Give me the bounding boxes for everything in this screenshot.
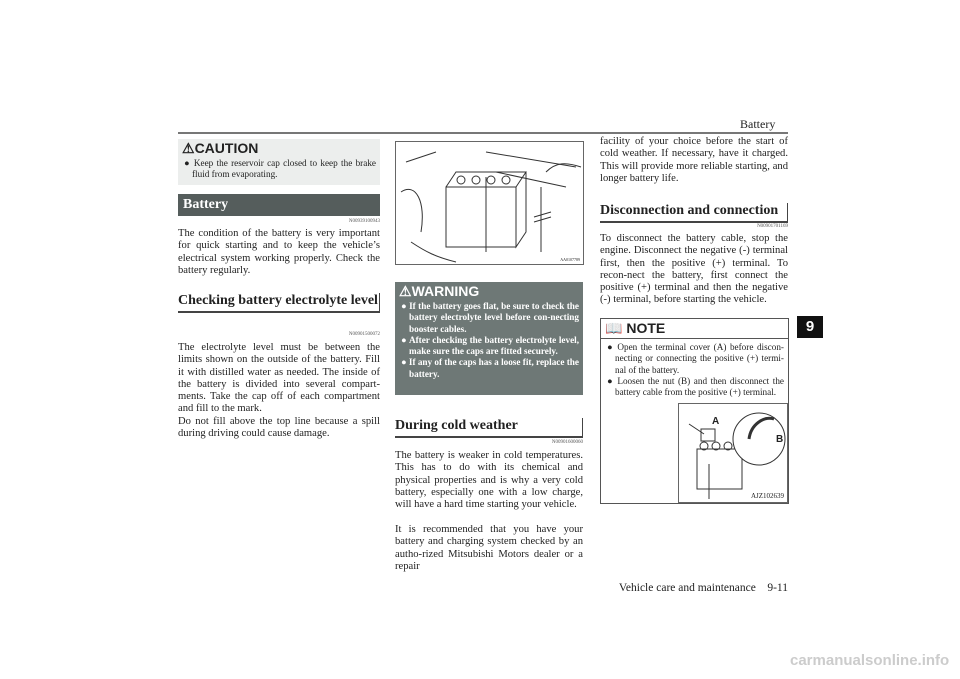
checking-paragraph-2: Do not fill above the top line because a spill during driving could cause damage. — [178, 416, 380, 440]
section-code: N00939100943 — [348, 219, 380, 224]
section-code: N00901701169 — [757, 224, 788, 229]
note-box — [600, 318, 789, 504]
watermark: carmanualsonline.info — [790, 652, 950, 669]
terminal-illustration — [679, 404, 787, 502]
section-heading-disconnect: Disconnection and connection — [600, 203, 788, 223]
note-item: ● Open the terminal cover (A) before discon-necting or connecting the positive (+) termi-nal of the battery. — [607, 342, 784, 375]
section-heading-cold: During cold weather — [395, 418, 583, 438]
header-rule — [178, 132, 788, 134]
battery-level-figure — [395, 141, 584, 265]
section-code: N00901600060 — [551, 440, 583, 445]
book-icon: 📖 — [605, 320, 623, 336]
section-code: N00901500072 — [348, 332, 380, 337]
section-heading-battery: Battery — [178, 194, 380, 216]
callout-a: A — [712, 416, 720, 427]
warning-box — [395, 282, 583, 395]
warning-item: ● After checking the battery electrolyte level, make sure the caps are fitted securely. — [401, 334, 580, 357]
terminal-figure — [678, 403, 788, 503]
warning-triangle-icon: ⚠ — [182, 140, 195, 156]
disconnect-paragraph: To disconnect the battery cable, stop the engine. Disconnect the negative (-) terminal first, then the positive (+) terminal. To recon-nect the battery, first connect the positive (+) terminal and then the negative (-) terminal, before starting the vehicle. — [600, 233, 788, 306]
cold-paragraph-3: facility of your choice before the start of cold weather. If necessary, have it charged. This will provide more reliable starting, and longer battery life. — [600, 136, 788, 184]
warning-triangle-icon: ⚠ — [399, 283, 412, 299]
note-item: ● Loosen the nut (B) and then disconnect the battery cable from the positive (+) terminal. — [607, 375, 784, 398]
checking-paragraph: The electrolyte level must be between the limits shown on the outside of the battery. Fill it with distilled water as needed. The inside of the battery is divided into several compart-ments. Take the cap off of each compartment and fill to the mark. — [178, 342, 380, 415]
cold-paragraph-2: It is recommended that you have your battery and charging system checked by an autho-rized Mitsubishi Motors dealer or a repair — [395, 524, 583, 572]
note-title: 📖 NOTE — [601, 319, 788, 339]
section-heading-checking: Checking battery electrolyte level — [178, 293, 380, 313]
warning-title: ⚠WARNING — [399, 283, 480, 299]
warning-item: ● If the battery goes flat, be sure to check the battery electrolyte level before con-necting booster cables. — [401, 301, 579, 334]
warning-item: ● If any of the caps has a loose fit, replace the battery. — [401, 357, 579, 379]
chapter-tab: 9 — [797, 316, 823, 338]
battery-illustration — [396, 142, 583, 264]
running-header: Battery — [740, 117, 776, 131]
figure-label: AA0107789 — [560, 257, 580, 262]
battery-paragraph: The condition of the battery is very important for quick starting and to keep the vehicle’s electrical system working properly. Check the battery regularly. — [178, 228, 380, 276]
figure-label: AJZ102639 — [750, 492, 784, 500]
caution-title: ⚠CAUTION — [182, 140, 259, 156]
caution-item: ● Keep the reservoir cap closed to keep the brake fluid from evaporating. — [184, 158, 376, 180]
page-footer: Vehicle care and maintenance 9-11 — [618, 582, 788, 594]
callout-b: B — [776, 434, 784, 445]
cold-paragraph: The battery is weaker in cold temperatures. This has to do with its chemical and physical properties and is why a very cold battery, especially one with a low charge, will have a hard time starting your vehicle. — [395, 450, 583, 511]
caution-box — [178, 139, 380, 185]
